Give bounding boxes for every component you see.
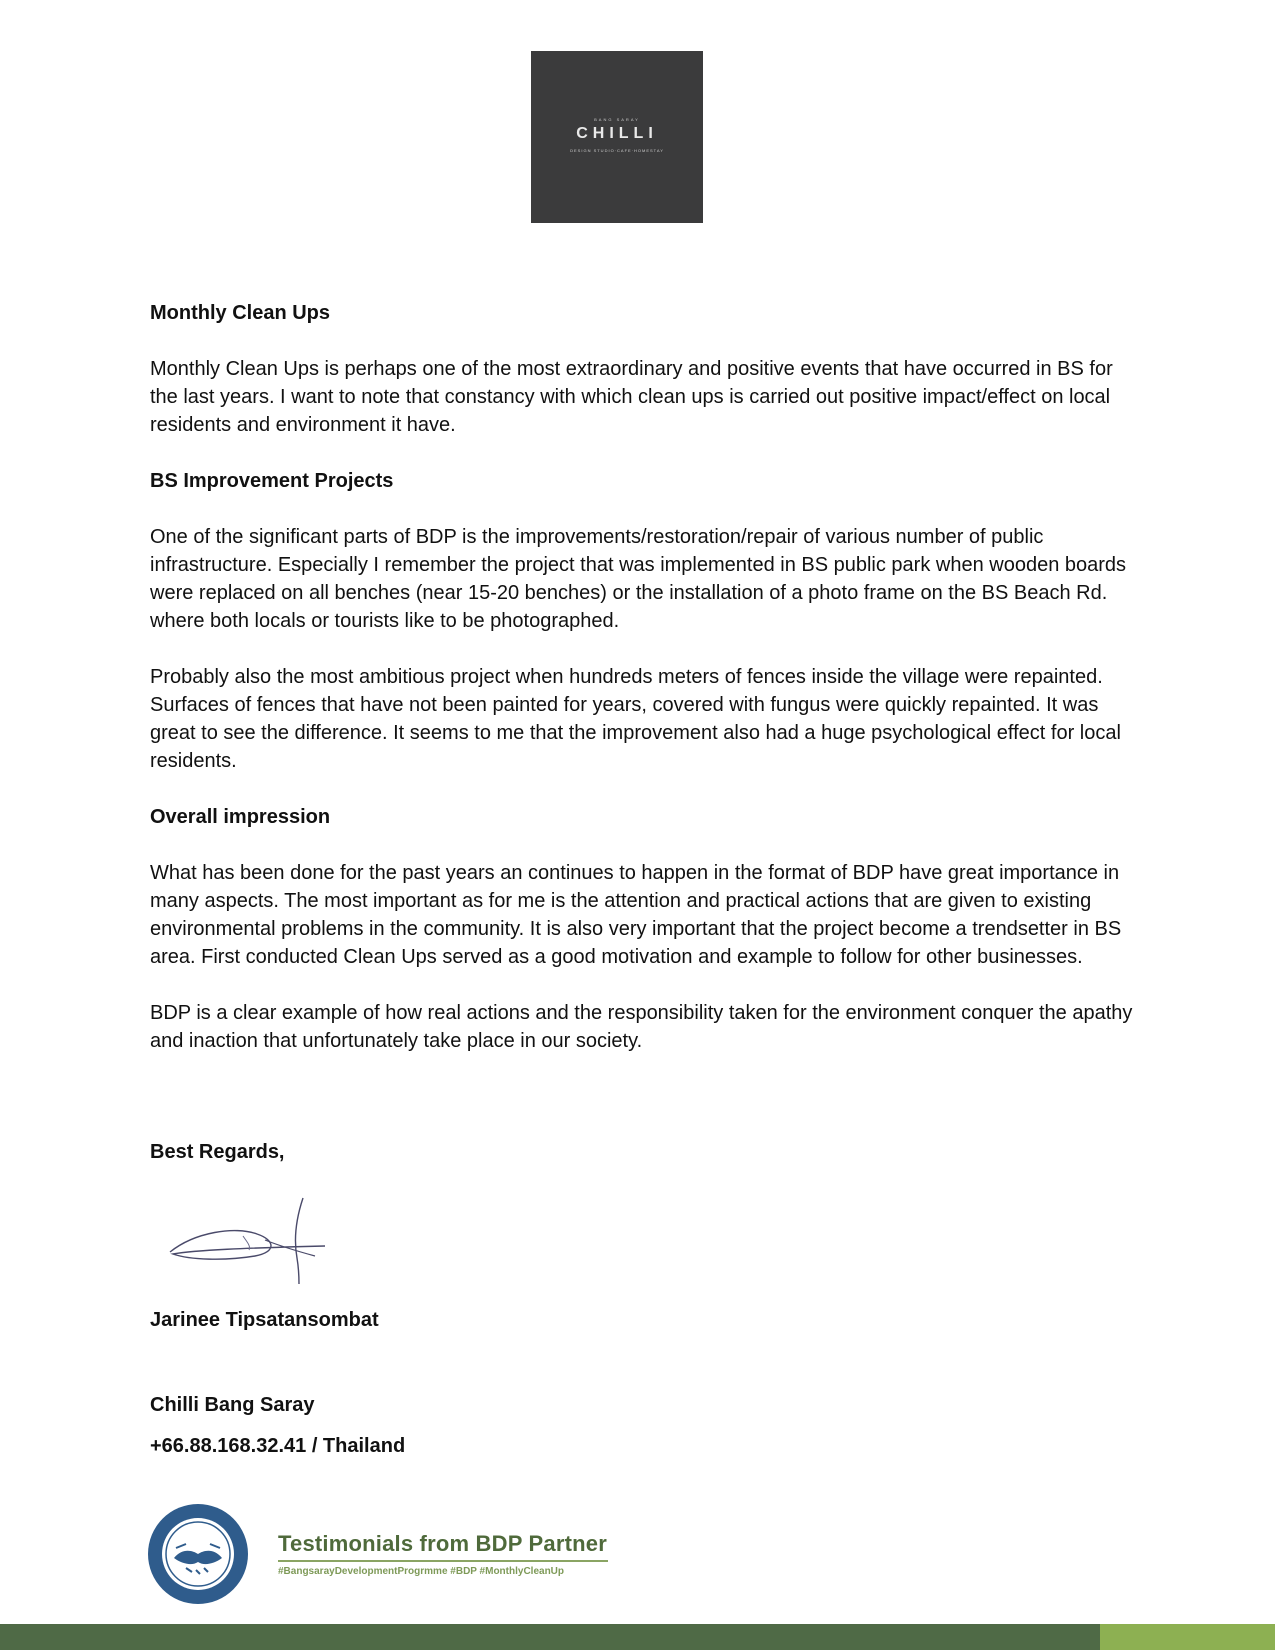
logo-small-text: BANG SARAY: [594, 117, 640, 122]
company-name: Chilli Bang Saray: [150, 1394, 315, 1416]
signer-name: Jarinee Tipsatansombat: [150, 1309, 379, 1331]
paragraph: BDP is a clear example of how real actions and the responsibility taken for the environment conquer the apathy and inaction that unfortunately take place in our society.: [150, 1002, 1133, 1052]
section-heading-overall: Overall impression: [150, 806, 331, 828]
footer-bar-dark: [0, 1624, 1100, 1650]
logo-sub-text: DESIGN STUDIO·CAFE·HOMESTAY: [570, 148, 664, 153]
section-heading-improvement: BS Improvement Projects: [150, 470, 394, 492]
letter-body: [150, 299, 1140, 1083]
footer-hashtags: #BangsarayDevelopmentProgrmme #BDP #MonthlyCleanUp: [278, 1566, 565, 1577]
footer-bar-light: [1100, 1624, 1275, 1650]
signature: [165, 1196, 335, 1286]
chilli-logo: [531, 51, 703, 223]
footer-divider: [278, 1560, 608, 1562]
footer-title: Testimonials from BDP Partner: [278, 1531, 607, 1556]
logo-main-text: CHILLI: [576, 125, 658, 142]
paragraph: What has been done for the past years an continues to happen in the format of BDP have great importance in many aspects. The most important as for me is the attention and practical actions that are given to existing environmental problems in the community. It is also very important that the project become a trendsetter in BS area. First conducted Clean Ups served as a good motivation and example to follow for other businesses.: [150, 862, 1122, 968]
paragraph: Monthly Clean Ups is perhaps one of the most extraordinary and positive events that have occurred in BS for the last years. I want to note that constancy with which clean ups is carried out positive impact/effect on local residents and environment it have.: [150, 358, 1113, 436]
paragraph: One of the significant parts of BDP is the improvements/restoration/repair of various number of public infrastructure. Especially I remember the project that was implemented in BS public park when wooden boards were replaced on all benches (near 15-20 benches) or the installation of a photo frame on the BS Beach Rd. where both locals or tourists like to be photographed.: [150, 526, 1127, 632]
phone-country: +66.88.168.32.41 / Thailand: [150, 1435, 406, 1457]
closing-regards: Best Regards,: [150, 1141, 285, 1163]
paragraph: Probably also the most ambitious project when hundreds meters of fences inside the village were repainted. Surfaces of fences that have not been painted for years, covered with fungus were quickly repainted. It was great to see the difference. It seems to me that the improvement also had a huge psychological effect for local residents.: [150, 666, 1121, 772]
bdp-seal: [146, 1502, 250, 1606]
section-heading-clean-ups: Monthly Clean Ups: [150, 302, 331, 324]
